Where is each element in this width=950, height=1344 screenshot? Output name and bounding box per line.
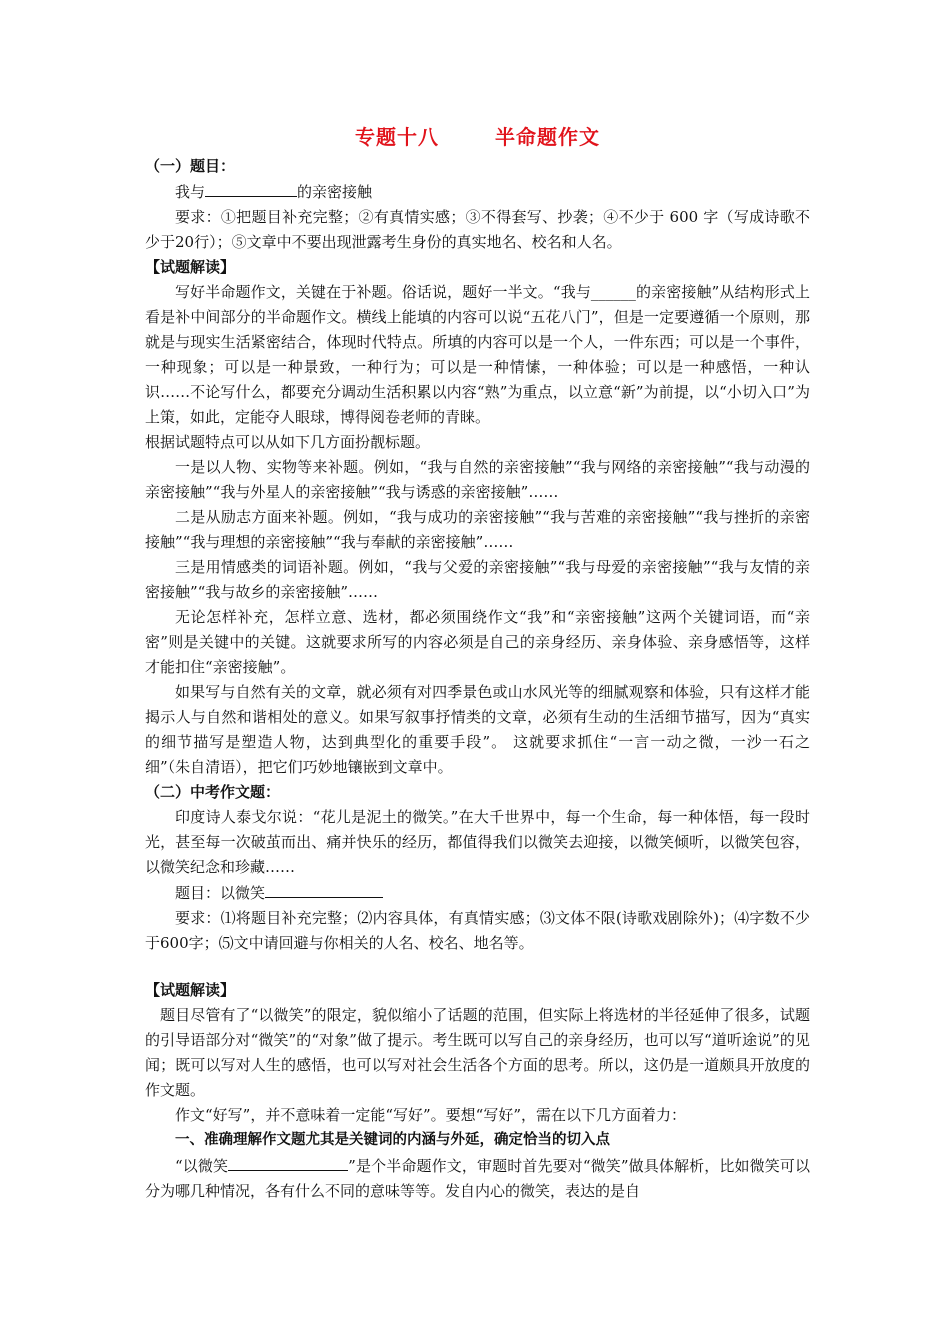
topic-line: 我与 的亲密接触 xyxy=(145,179,810,205)
title-part-right: 半命题作文 xyxy=(495,125,600,149)
analysis-paragraph: 如果写与自然有关的文章，就必须有对四季景色或山水风光等的细腻观察和体验，只有这样才能揭示人与自然和谐相处的意义。如果写叙事抒情类的文章，必须有生动的生活细节描写，因为“真实的细节描写是塑造人物，达到典型化的重要手段”。 这就要求抓住“一言一动之微，一沙一石之细”（朱自清语），把它们巧妙地镶嵌到文章中。 xyxy=(145,683,810,776)
analysis-paragraph: 写好半命题作文，关键在于补题。俗话说，题好一半文。“我与______的亲密接触”从结构形式上看是补中间部分的半命题作文。横线上能填的内容可以说“五花八门”，但是一定要遵循一个原则，那就是与现实生活紧密结合，体现时代特点。所填的内容可以是一个人，一件东西；可以是一个事件，一种现象；可以是一种景致，一种行为；可以是一种情愫，一种体验；可以是一种感悟，一种认识……不论写什么，都要充分调动生活积累以内容“熟”为重点，以立意“新”为前提，以“小切入口”为上策，如此，定能夺人眼球，博得阅卷老师的青睐。 xyxy=(145,283,810,426)
analysis-paragraph: 三是用情感类的词语补题。例如，“我与父爱的亲密接触”“我与母爱的亲密接触”“我与友情的亲密接触”“我与故乡的亲密接触”…… xyxy=(145,558,810,601)
point-heading: 一、准确理解作文题尤其是关键词的内涵与外延，确定恰当的切入点 xyxy=(175,1132,610,1148)
topic-line-2: 题目：以微笑 xyxy=(145,880,810,906)
section-heading-1: （一）题目： xyxy=(145,157,236,175)
document-title xyxy=(145,122,810,152)
exam-intro: 印度诗人泰戈尔说：“花儿是泥土的微笑。”在大千世界中，每一个生命，每一种体悟，每一段时光，甚至每一次破茧而出、痛并快乐的经历，都值得我们以微笑去迎接，以微笑倾听，以微笑包容，以微笑纪念和珍藏…… xyxy=(145,808,810,876)
analysis-heading-2: 【试题解读】 xyxy=(145,981,236,999)
analysis-paragraph: 二是从励志方面来补题。例如，“我与成功的亲密接触”“我与苦难的亲密接触”“我与挫折的亲密接触”“我与理想的亲密接触”“我与奉献的亲密接触”…… xyxy=(145,508,810,551)
analysis-paragraph: 题目尽管有了“以微笑”的限定，貌似缩小了话题的范围，但实际上将选材的半径延伸了很多，试题的引导语部分对“微笑”的“对象”做了提示。考生既可以写自己的亲身经历，也可以写“道听途说”的见闻；既可以写对人生的感悟，也可以写对社会生活各个方面的思考。所以，这仍是一道颇具开放度的作文题。 xyxy=(145,1006,810,1099)
requirement-2: 要求：⑴将题目补充完整；⑵内容具体，有真情实感；⑶文体不限(诗歌戏剧除外)；⑷字数不少于600字；⑸文中请回避与你相关的人名、校名、地名等。 xyxy=(145,909,810,952)
requirement-1: 要求：①把题目补充完整；②有真情实感；③不得套写、抄袭；④不少于 600 字（写成诗歌不少于20行）；⑤文章中不要出现泄露考生身份的真实地名、校名和人名。 xyxy=(145,208,810,251)
topic-blank xyxy=(205,179,297,197)
analysis-paragraph: 无论怎样补充，怎样立意、选材，都必须围绕作文“我”和“亲密接触”这两个关键词语，而“亲密”则是关键中的关键。这就要求所写的内容必须是自己的亲身经历、亲身体验、亲身感悟等，这样才能扣住“亲密接触”。 xyxy=(145,608,810,676)
topic-blank-2 xyxy=(265,880,383,898)
document-page xyxy=(145,118,810,1204)
section-heading-2: （二）中考作文题： xyxy=(145,783,281,801)
analysis-paragraph: 作文“好写”，并不意味着一定能“写好”。要想“写好”，需在以下几方面着力： xyxy=(175,1106,687,1124)
title-part-left: 专题十八 xyxy=(355,125,439,149)
point-paragraph: “以微笑 ”是个半命题作文，审题时首先要对“微笑”做具体解析，比如微笑可以分为哪几种情况，各有什么不同的意味等等。发自内心的微笑，表达的是自 xyxy=(145,1153,810,1204)
quote-blank xyxy=(228,1153,348,1171)
analysis-paragraph: 一是以人物、实物等来补题。例如，“我与自然的亲密接触”“我与网络的亲密接触”“我与动漫的亲密接触”“我与外星人的亲密接触”“我与诱惑的亲密接触”…… xyxy=(145,458,810,501)
analysis-paragraph: 根据试题特点可以从如下几方面扮靓标题。 xyxy=(145,433,431,451)
analysis-heading-1: 【试题解读】 xyxy=(145,258,236,276)
